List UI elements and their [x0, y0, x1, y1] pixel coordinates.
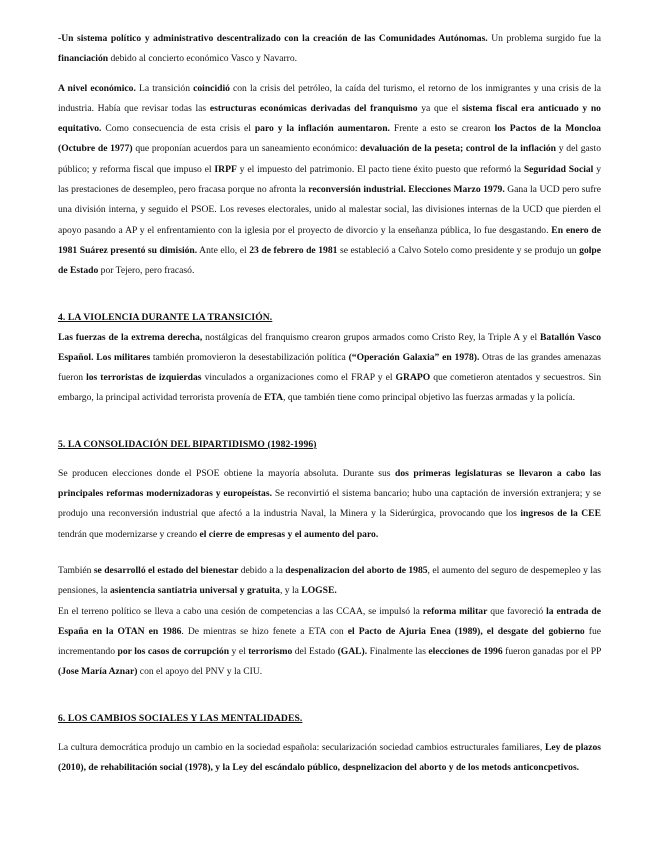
bold-text-run: Elecciones Marzo 1979.	[408, 184, 505, 196]
bold-text-run: IRPF	[214, 163, 237, 175]
bold-text-run: devaluación de la peseta; control de la inflación	[360, 143, 557, 155]
text-run: que proponían acuerdos para un saneamiento económico:	[132, 143, 361, 155]
paragraph-nivel-economico	[58, 79, 601, 282]
text-run: se estableció a Calvo Sotelo como presidente y se produjo un	[337, 244, 580, 256]
text-run: , el aumento del seguro de despemepleo y las pensiones, la	[58, 564, 601, 597]
text-run: Como consecuencia de esta crisis el	[101, 123, 255, 135]
paragraph-violencia	[58, 328, 601, 409]
bold-text-run: el cierre de empresas y el aumento del paro.	[199, 528, 379, 540]
paragraph-cambios-sociales	[58, 738, 601, 779]
section-heading-cambios-sociales: 6. LOS CAMBIOS SOCIALES Y LAS MENTALIDADES.	[58, 712, 303, 724]
text-run: fue incrementando	[58, 625, 602, 658]
bold-text-run: reconversión industrial.	[308, 184, 406, 196]
paragraph-estado-bienestar	[58, 561, 601, 602]
bold-text-run: la entrada de España en la OTAN en 1986	[58, 605, 601, 637]
bold-text-run: financiación	[58, 53, 109, 65]
bold-text-run: Ley de plazos (2010), de rehabilitación social (1978), y la Ley del escándalo público, despnelizacion del aborto y de los metods anticoncpetivos.	[58, 741, 602, 774]
text-run: también promovieron la desestabilización política	[150, 351, 349, 363]
bold-text-run: sistema fiscal era anticuado y no equitativo.	[58, 102, 601, 135]
bold-text-run: terrorismo	[248, 646, 293, 658]
text-run: debido al concierto económico Vasco y Navarro.	[108, 53, 298, 65]
bold-text-run: elecciones de 1996	[428, 646, 503, 658]
text-run: . De mientras se hizo fenete a ETA con	[181, 625, 348, 637]
text-run: que favoreció	[487, 605, 547, 617]
bold-text-run: el Pacto de Ajuria Enea (1989), el desgate del gobierno	[347, 625, 585, 637]
bold-text-run: asientencia santiatria universal y gratuita	[109, 585, 280, 597]
text-run: por Tejero, pero fracasó.	[98, 265, 195, 277]
paragraph-terreno-politico	[58, 602, 601, 683]
bold-text-run: los Pactos de la Moncloa (Octubre de 1977)	[58, 123, 601, 155]
bold-text-run: -Un sistema político y administrativo descentralizado con la creación de las Comunidades Autónomas.	[58, 33, 488, 44]
bold-text-run: Seguridad Social	[523, 163, 594, 175]
bold-text-run: ETA	[264, 392, 284, 404]
text-run: Se producen elecciones donde el PSOE obtiene la mayoría absoluta. Durante sus	[58, 467, 395, 479]
bold-text-run: reforma militar	[422, 605, 488, 617]
bold-text-run: paro y la inflación aumentaron.	[254, 123, 390, 135]
text-run: que cometieron atentados y secuestros. Sin embargo, la principal actividad terrorista provenía de	[58, 372, 601, 404]
text-run: ya que el	[417, 102, 463, 114]
text-run: nostálgicas del franquismo crearon grupos armados como Cristo Rey, la Triple A y el	[202, 331, 541, 343]
text-run: Gana la UCD pero sufre una división interna, y seguido el PSOE. Los reveses electorales, unido al malestar social, las divisiones internas de la UCD que pierden el apoyo pasando a AP y el enfrentamiento con la iglesia por el proyecto de divorcio y la enseñanza pública, lo fue desgastando.	[58, 184, 601, 236]
text-run: del Estado	[292, 646, 338, 658]
text-run: Frente a esto se crearon	[389, 123, 495, 135]
text-run: con el apoyo del PNV y la CIU.	[137, 666, 263, 678]
text-run: y el	[229, 646, 249, 658]
text-run: La cultura democrática produjo un cambio en la sociedad española: secularización sociedad cambios estructurales familiares,	[58, 741, 545, 753]
text-run: vinculados a organizaciones como el FRAP y el	[201, 372, 396, 384]
text-run: con la crisis del petróleo, la caída del turismo, el retorno de los inmigrantes y una crisis de la industria. Había que revisar todas las	[58, 82, 601, 114]
bold-text-run: LOGSE.	[301, 585, 337, 597]
text-run: , y la	[279, 585, 302, 597]
bold-text-run: coincidió	[193, 82, 230, 94]
bold-text-run: Las fuerzas de la extrema derecha,	[58, 331, 203, 343]
bold-text-run: (GAL).	[337, 646, 368, 658]
text-run: Ante ello, el	[197, 244, 250, 256]
text-run: Se reconvirtió el sistema bancario; hubo una captación de inversión extranjera; y se produjo una reconversión industrial que afectó a la industria Naval, la Minera y la Siderúrgica, provocando que los	[58, 488, 602, 520]
text-run: La transición	[135, 82, 194, 94]
text-run: y las prestaciones de desempleo, pero fracasa porque no afronta la	[58, 163, 601, 196]
bold-text-run: por los casos de corrupción	[117, 646, 230, 658]
bold-text-run: (“Operación Galaxia” en 1978).	[348, 351, 480, 363]
text-run: También	[58, 564, 94, 576]
bold-text-run: (Jose María Aznar)	[58, 666, 138, 678]
paragraph-psoe	[58, 464, 601, 545]
bold-text-run: GRAPO	[395, 372, 431, 384]
bold-text-run: estructuras económicas derivadas del franquismo	[209, 102, 418, 114]
bold-text-run: dos primeras legislaturas se llevaron a cabo las principales reformas modernizadoras y europeístas.	[58, 467, 601, 500]
text-run: fueron ganadas por el PP	[502, 646, 602, 658]
bold-text-run: Batallón Vasco Español.	[58, 331, 601, 363]
bold-text-run: despenalizacion del aborto de 1985	[285, 564, 428, 576]
document-page	[58, 29, 601, 778]
bold-text-run: ingresos de la CEE	[520, 508, 601, 520]
text-run: En el terreno político se lleva a cabo una cesión de competencias a las CCAA, se impulsó la	[58, 605, 423, 617]
paragraph-descentralizado	[58, 29, 601, 70]
text-run: tendrán que modernizarse y creando	[58, 528, 200, 540]
bold-text-run: A nivel económico.	[58, 82, 136, 94]
text-run: Un problema surgido fue la	[487, 33, 601, 44]
text-run: y del gasto público; y reforma fiscal que impuso el	[58, 143, 602, 175]
bold-text-run: En enero de 1981 Suárez presentó su dimisión.	[58, 224, 602, 256]
bold-text-run: se desarrolló el estado del bienestar	[93, 564, 239, 576]
bold-text-run: Los militares	[96, 351, 151, 363]
section-heading-violencia: 4. LA VIOLENCIA DURANTE LA TRANSICIÓN.	[58, 311, 273, 323]
bold-text-run: golpe de Estado	[58, 244, 601, 277]
text-run: debido a la	[238, 564, 286, 576]
section-heading-bipartidismo: 5. LA CONSOLIDACIÓN DEL BIPARTIDISMO (1982-1996)	[58, 438, 317, 450]
bold-text-run: los terroristas de izquierdas	[86, 372, 202, 384]
text-run: , que también tiene como principal objetivo las fuerzas armadas y la policía.	[283, 392, 576, 404]
text-run: Finalmente las	[367, 646, 429, 658]
bold-text-run: 23 de febrero de 1981	[249, 244, 338, 256]
text-run: Otras de las grandes amenazas fueron	[58, 351, 601, 384]
text-run: y el impuesto del patrimonio. El pacto tiene éxito puesto que reformó la	[236, 163, 524, 175]
